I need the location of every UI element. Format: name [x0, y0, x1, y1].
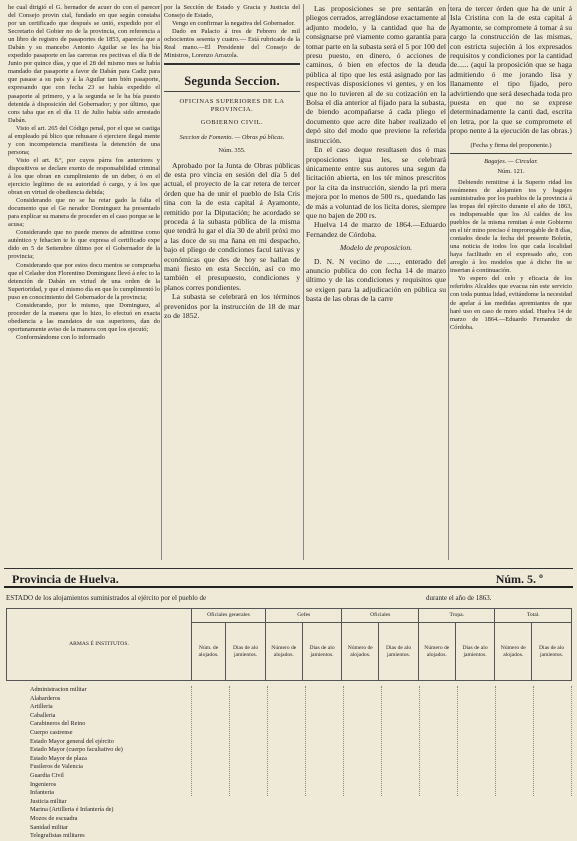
office-heading: OFICINAS SUPERIORES DE LA PROVINCIA.: [179, 98, 285, 114]
table-caption-left: ESTADO de los alojamientos suministrados al ejército por el pueblo de: [6, 594, 207, 602]
table-row: Marina (Artilleria é Infantería de): [30, 806, 114, 814]
table-row: Administracion militar: [30, 686, 87, 693]
table-column-line: [457, 686, 458, 796]
table-column-line: [343, 686, 344, 796]
column-1: [8, 4, 160, 524]
sub-header: Número de alojados.: [418, 623, 455, 681]
paragraph: Vengo en confirmar la negativa del Gobernador.: [172, 20, 295, 28]
notice-number: Núm. 355.: [218, 146, 246, 154]
table-column-line: [305, 686, 306, 796]
section-subheading: Bagajes. — Circular.: [484, 157, 538, 165]
paragraph: La subasta se celebrará en los términos prevenidos por la instrucción de 18 de mar zo de 1852.: [164, 292, 300, 321]
paragraph: por la Sección de Estado y Gracia y Justicia del Consejo de Estado,: [164, 4, 300, 20]
divider-rule: [450, 153, 572, 154]
column-divider: [448, 4, 449, 560]
table-row: Justicia militar: [30, 797, 67, 805]
bulletin-number: Núm. 5. º: [495, 572, 543, 586]
column-divider: [303, 4, 304, 560]
sub-header: Dias de alo jamientos.: [532, 623, 572, 681]
province-header-bar: [4, 568, 573, 588]
column-4: [450, 4, 572, 564]
paragraph: Yo espero del celo y eficacia de los referidos Alcaldes que evacua rán este servicio con toda puntua lidad, evitándome la necesidad de apelar á las medidas apremiantes de que haré uso en caso de moro sidad. Huelva 14 de marzo de 1864.—Eduardo Fernandez de Córdoba.: [450, 275, 572, 331]
table-caption-right: durante el año de 1863.: [426, 594, 492, 602]
paragraph: Considerando, por lo mismo, que Dominguez, al proceder de la manera que lo hizo, lo efectuó en exacta obediencia a las mandatos de sus superiores, dan do oportunamente aviso de la manera con que los ejecutó;: [8, 301, 160, 333]
table-row: Estado Mayor (cuerpo facultativo de): [30, 746, 123, 754]
table-row: Artilleria: [30, 703, 53, 711]
section-rule: [164, 63, 300, 65]
sub-header: Número de alojados.: [495, 623, 532, 681]
paragraph: tera de tercer órden que ha de unir á Isla Cristina con la de esta capital á Ayamonte, se compromete á tomar á su cargo la construcción de las mismas, con estricta sujeción á los expresados requisitos y condiciones por la cantidad de...... (aquí la proposición que se haga admitiendo ó me jorando lisa y llanamente el tipo fijado, pero advirtiendo que será desechada toda pro puesta en que no se exprese determinadamente la canti dad, escrita en letra, por la que se compromete el propo nente á la ejecución de las obras.): [450, 4, 572, 136]
table-row: Carabineros del Reino: [30, 720, 86, 728]
table-row: Estado Mayor de plaza: [30, 754, 87, 762]
column-divider: [161, 4, 162, 560]
section-title: Segunda Seccion.: [184, 74, 280, 89]
lodging-table-header: [6, 608, 572, 681]
paragraph: Aprobado por la Junta de Obras públicas de esta pro vincia en sesión del día 5 del actual, el proyecto de la car retera de tercer órden que ha de unir el pueblo de Isla Cris tina con la de esta capital á Ayamonte, remitido por la Diputación; he acordado se proceda á la subasta pública de la misma que tendrá lu gar el día 30 de abril próxi mo a las doce de su ma ñana en mi despacho, bajo el pliego de condiciones facul tativas y económicas que des de hoy se hallan de mani fiesto en esta Sección, así co mo también el presupuesto, condiciones y planos corres pondientes.: [164, 160, 300, 292]
paragraph: Considerando que no se ha retar gado la falta el documento que el Ge nerador Dominguez ha presentado para explicar su manera de proceder en el caso porque se le acusa;: [8, 197, 160, 229]
table-column-line: [191, 686, 192, 796]
table-column-line: [229, 686, 230, 796]
sub-header: Número de alojados.: [342, 623, 379, 681]
paragraph: Huelva 14 de marzo de 1864.—Eduardo Fernandez de Córdoba.: [306, 220, 446, 239]
table-row-labels: [30, 686, 123, 841]
group-header: Oficiales generales: [192, 609, 266, 623]
paragraph: Visto el art. 265 del Código penal, por el que se castiga al empleado pú blico que rehusare ó ejerciere ilegal mente y con incompetencia manifiesta la detención de una persona;: [8, 124, 160, 156]
table-row: Ingenieros: [30, 780, 57, 788]
sub-header: Dias de alo jamientos.: [455, 623, 495, 681]
section-subheading: Seccion de Fomento. — Obras pú blicas.: [179, 133, 285, 141]
paragraph: Dado en Palacio á tres de Febrero de mil ochocientos sesenta y cuatro.— Está rubricado de la Real mano.—El Presidente del Consejo de Ministros, Lorenzo Arrazola.: [164, 28, 300, 60]
table-column-line: [571, 686, 572, 796]
table-row: Cuerpo castrense: [30, 728, 73, 736]
table-column-line: [533, 686, 534, 796]
table-row: Mozos de escuadra: [30, 814, 78, 822]
sub-header: Número de alojados.: [265, 623, 302, 681]
table-row: Alabarderos: [30, 694, 61, 702]
section-rule: [164, 91, 300, 92]
table-row: Telegrafistas militares: [30, 832, 85, 840]
column-3: [306, 4, 446, 564]
table-row: Estado Mayor general del ejército: [30, 737, 114, 745]
column-2: [164, 4, 300, 564]
paragraph: Considerando que por estos docu mentos se comprueba que el Celador don Florentino Dominguez llevó á efec to la detención de Dabán en virtud de una orden de la Superioridad, y que el mismo día en que lo cumplimentó lo puso en conocimiento del Gobernador de la provincia;: [8, 261, 160, 301]
table-row: Caballeria: [30, 711, 56, 719]
table-row: Fusileros de Valencia: [30, 763, 83, 771]
date-signature: (Fecha y firma del proponente.): [470, 141, 552, 149]
group-header: Tropa.: [418, 609, 495, 623]
paragraph: En el caso deque resultasen dos ó mas proposiciones igua les, se celebrará únicamente entre sus autores una segun da licitación abierta, en los tér minos prescritos por la cita da instrucción, siendo la pri mera mejora por lo menos de 500 rs., quedando las de más a voluntad de los licita dores, siempre que no bajen de 200 rs.: [306, 145, 446, 220]
column-header-armas: ARMAS É INSTITUTOS.: [7, 609, 192, 681]
group-header: Oficiales: [342, 609, 419, 623]
paragraph: Visto el art. 8.º, por cuyos párra fos anteriores y dispositivos se declare exento de responsabilidad criminal á los que obran en cumplimiento de un deber, ó en el ejercicio legítimo de su autoridad ó cargo, y á los que obran en virtud de obediencia debida;: [8, 156, 160, 197]
province-title: Provincia de Huelva.: [12, 572, 119, 586]
table-column-line: [495, 686, 496, 796]
paragraph: Las proposiciones se pre sentarán en pliegos cerrados, arreglándose exactamente al adjunto modelo, y la cantidad que ha de consignarse pré viamente como garantía para tomar parte en la subasta será el 5 por 100 del presu puesto, en dinero, ó acciones de caminos, ó bien en efectos de la deuda pública al tipo que les está asignado por las respectivas disposiciones vi gentes, y en los que no lo tuvieren al de su cotización en la Bolsa el día anterior al fijado para la subasta, de biendo acompañarse á cada pliego el documento que acre dite haber realizado el depó sito del modo que previene la referida instrucción.: [306, 4, 446, 145]
table-column-line: [419, 686, 420, 796]
sub-header: Dias de alo jamientos.: [379, 623, 419, 681]
paragraph: Considerando que no puede menos de admitirse como auténtico y fehacien te lo que expresa el certificado expe dido en 5 de Setiembre último por el Gobernador de la provincia;: [8, 229, 160, 261]
office-subheading: GOBIERNO CIVIL.: [200, 119, 264, 127]
paragraph: D. N. N vecino de ......, enterado del anuncio publica do con fecha 14 de marzo último y de las condiciones y requisitos que se exigen para la adjudicación en pública su basta de las obras de la carre: [306, 256, 446, 304]
sub-header: Dias de alo jamientos.: [226, 623, 266, 681]
table-column-line: [267, 686, 268, 796]
notice-number: Núm. 121.: [497, 167, 525, 175]
paragraph: Conformándome con lo informado: [16, 333, 105, 341]
group-header: Gefes: [265, 609, 342, 623]
paragraph: he cual dirigió el G. bernador de acuer do con el parecer del Consejo provin cial, fundado en que según constaba por un certificado que después se unió, expedido por el Secretario del Gobier no de la provincia, con referencia a un libro de registro de pasaportes de 1853, aparecía que a Dabán y su mancebo Antonio Aguilar se les ha bía expedido pasaporte en las carreras res pectivas el día 8 de Junio por quince días, y que el 28 del mismo mes se había mandado dar pasaporte a favor de Dabán para Cadiz para que pasase a su país y á la Aguilar tam bién pasaporte, expresando que con fecha 23 se había expedido el pasaporte al primero, y a la segunda se le ha bía puesto detenida á disposición del Gobernador; y por último, que cons taba que en el día 11 de Julio había sido arrestado Dabán.: [8, 4, 160, 124]
sub-header: Núm. de alojados.: [192, 623, 226, 681]
paragraph: Debiendo remitirse á la Superio ridad los resúmenes de alojamien tos y bagajes suministrados por los pueblos de la provincia á las tropas del ejército durante el año de 1863, es indispensable que los Al caldes de los pueblos de la misma remitan á este Gobierno en el tér mino preciso é improrogable de 8 días, contados desde la fecha del presente Boletín, una noticia de todos los que cada localidad haya facilitado en el expresado año, con arreglo á los modelos que á dicho fin se insertan á continuación.: [450, 178, 572, 275]
table-row: Sanidad militar: [30, 823, 68, 831]
table-column-line: [381, 686, 382, 796]
sub-header: Dias de alo jamientos.: [302, 623, 342, 681]
model-heading: Modelo de proposicion.: [339, 243, 413, 253]
group-header: Total.: [495, 609, 572, 623]
table-row: Guardia Civil: [30, 771, 64, 779]
table-row: Infanteria: [30, 789, 55, 797]
